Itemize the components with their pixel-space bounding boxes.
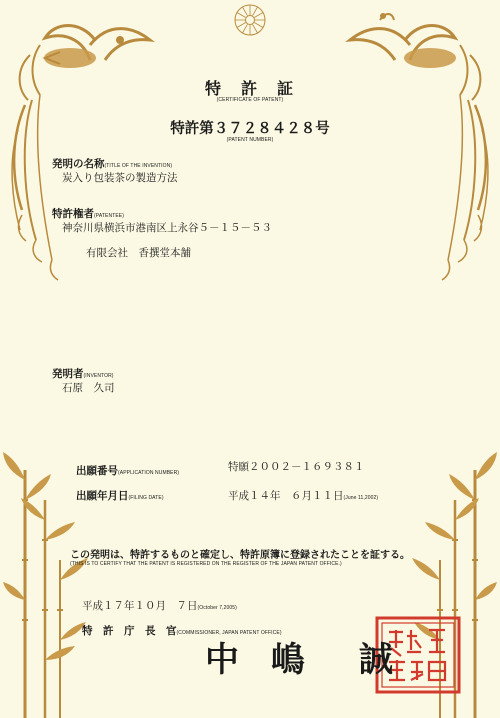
patentee-name: 有限会社 香撰堂本舗 [86, 247, 191, 259]
commissioner-label-en: (COMMISSIONER, JAPAN PATENT OFFICE) [176, 630, 282, 636]
filing-label: 出願年月日 [76, 490, 129, 502]
invention-label-en: (TITLE OF THE INVENTION) [104, 163, 173, 169]
filing-label-row [76, 484, 164, 503]
application-label-en: (APPLICATION NUMBER) [118, 470, 180, 476]
issue-date: 平成１７年１０月 ７日 [82, 600, 198, 612]
patent-number: 特許第３７２８４２８号 [170, 120, 330, 137]
patentee-label: 特許権者 [52, 208, 94, 220]
certificate-title: 特 許 証 [204, 79, 295, 98]
certification-statement: この発明は、特許するものと確定し、特許原簿に登録されたことを証する。 [70, 550, 410, 561]
filing-date-row [228, 484, 378, 503]
certificate-title-en: (CERTIFICATE OF PATENT) [216, 97, 284, 103]
application-number: 特願２００２－１６９３８１ [228, 461, 365, 473]
filing-label-en: (FILING DATE) [128, 495, 164, 501]
application-label-row [76, 459, 179, 478]
invention-label: 発明の名称 [52, 158, 105, 170]
invention-title: 炭入り包装茶の製造方法 [62, 172, 178, 184]
chrysanthemum-crest-icon [235, 5, 265, 35]
inventor-label: 発明者 [52, 368, 84, 380]
patentee-label-en: (PATENTEE) [94, 213, 124, 219]
commissioner-label: 特 許 庁 長 官 [82, 625, 177, 637]
filing-date: 平成１４年 ６月１１日 [228, 490, 344, 502]
inventor-label-en: (INVENTOR) [83, 373, 114, 379]
commissioner-signature: 中 嶋 誠 [205, 640, 403, 680]
application-label: 出願番号 [76, 465, 118, 477]
patentee-label-row [52, 202, 124, 221]
filing-date-en: (June 11,2002) [343, 495, 379, 501]
right-phoenix-illustration [350, 13, 488, 280]
patentee-address: 神奈川県横浜市港南区上永谷５－１５－５３ [62, 222, 272, 234]
certification-statement-en: (THIS IS TO CERTIFY THAT THE PATENT IS REGISTERED ON THE REGISTER OF THE JAPAN PATENT OFFICE.) [70, 561, 342, 567]
patent-number-en: (PATENT NUMBER) [226, 137, 274, 143]
inventor-name: 石原 久司 [62, 382, 115, 394]
inventor-label-row [52, 362, 114, 381]
invention-label-row [52, 152, 172, 171]
issue-date-row [82, 594, 237, 613]
issue-date-en: (October 7,2005) [197, 605, 237, 611]
